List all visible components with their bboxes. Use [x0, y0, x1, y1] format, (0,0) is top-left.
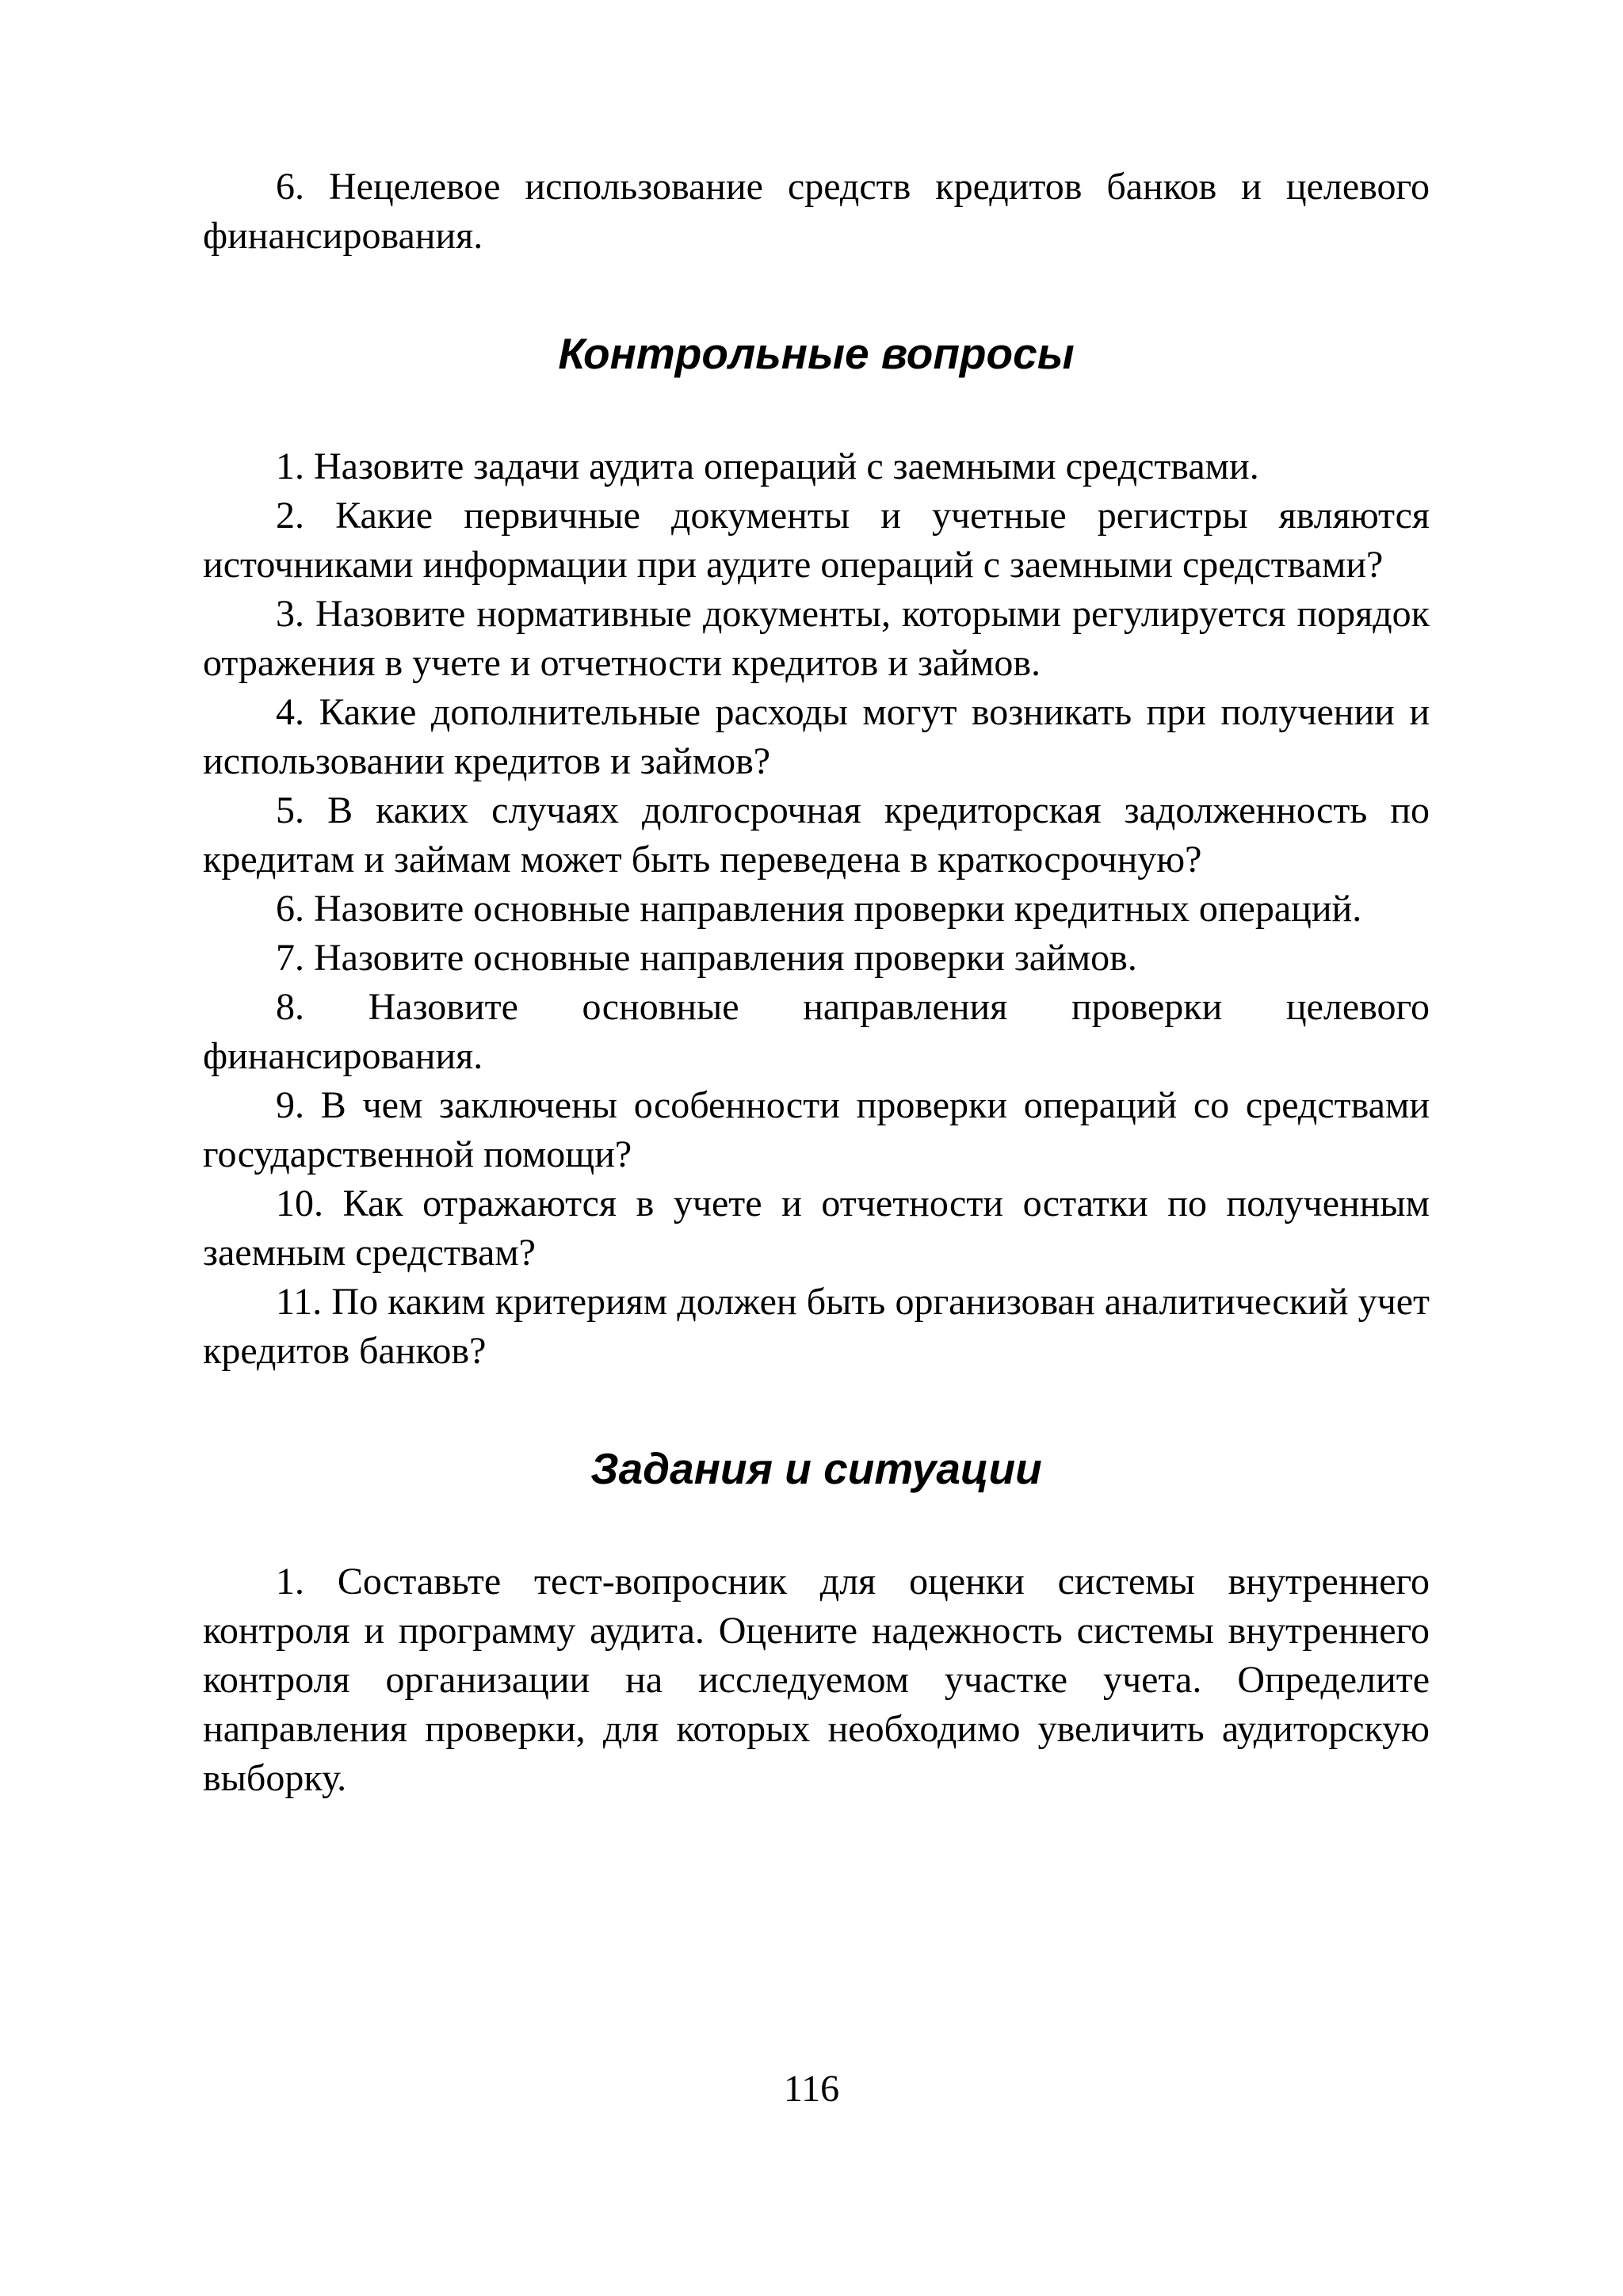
question-item: 3. Назовите нормативные документы, которыми регулируется порядок отражения в учете и отчетности кредитов и займов. — [203, 593, 1430, 684]
heading-control-questions: Контрольные вопросы — [558, 329, 1075, 378]
question-item: 9. В чем заключены особенности проверки операций со средствами государственной помощи? — [203, 1084, 1430, 1175]
question-item: 1. Назовите задачи аудита операций с заемными средствами. — [276, 445, 1259, 487]
task-item: 1. Составьте тест-вопросник для оценки системы внутреннего контроля и программу аудита. Оцените надежность системы внутреннего контроля организации на исследуемом участке учета. Определите направления проверки, для которых необходимо увеличить аудиторскую выборку. — [203, 1561, 1430, 1799]
question-item: 11. По каким критериям должен быть организован аналитический учет кредитов банков? — [203, 1281, 1430, 1372]
question-item: 7. Назовите основные направления проверки займов. — [276, 937, 1137, 979]
question-item: 2. Какие первичные документы и учетные регистры являются источниками информации при аудите операций с заемными средствами? — [203, 495, 1430, 586]
page-content — [203, 162, 1430, 1803]
question-item: 5. В каких случаях долгосрочная кредиторская задолженность по кредитам и займам может быть переведена в краткосрочную? — [203, 789, 1430, 881]
question-item: 4. Какие дополнительные расходы могут возникать при получении и использовании кредитов и займов? — [203, 691, 1430, 782]
page-number: 116 — [783, 2068, 840, 2110]
heading-tasks-situations: Задания и ситуации — [590, 1444, 1042, 1493]
question-item: 10. Как отражаются в учете и отчетности остатки по полученным заемным средствам? — [203, 1182, 1430, 1274]
intro-paragraph: 6. Нецелевое использование средств кредитов банков и целевого финансирования. — [203, 166, 1430, 257]
question-item: 6. Назовите основные направления проверки кредитных операций. — [276, 888, 1362, 930]
question-item: 8. Назовите основные направления проверки целевого финансирования. — [203, 986, 1430, 1077]
tasks-list — [203, 1557, 1430, 1803]
control-questions-list — [203, 442, 1430, 1376]
